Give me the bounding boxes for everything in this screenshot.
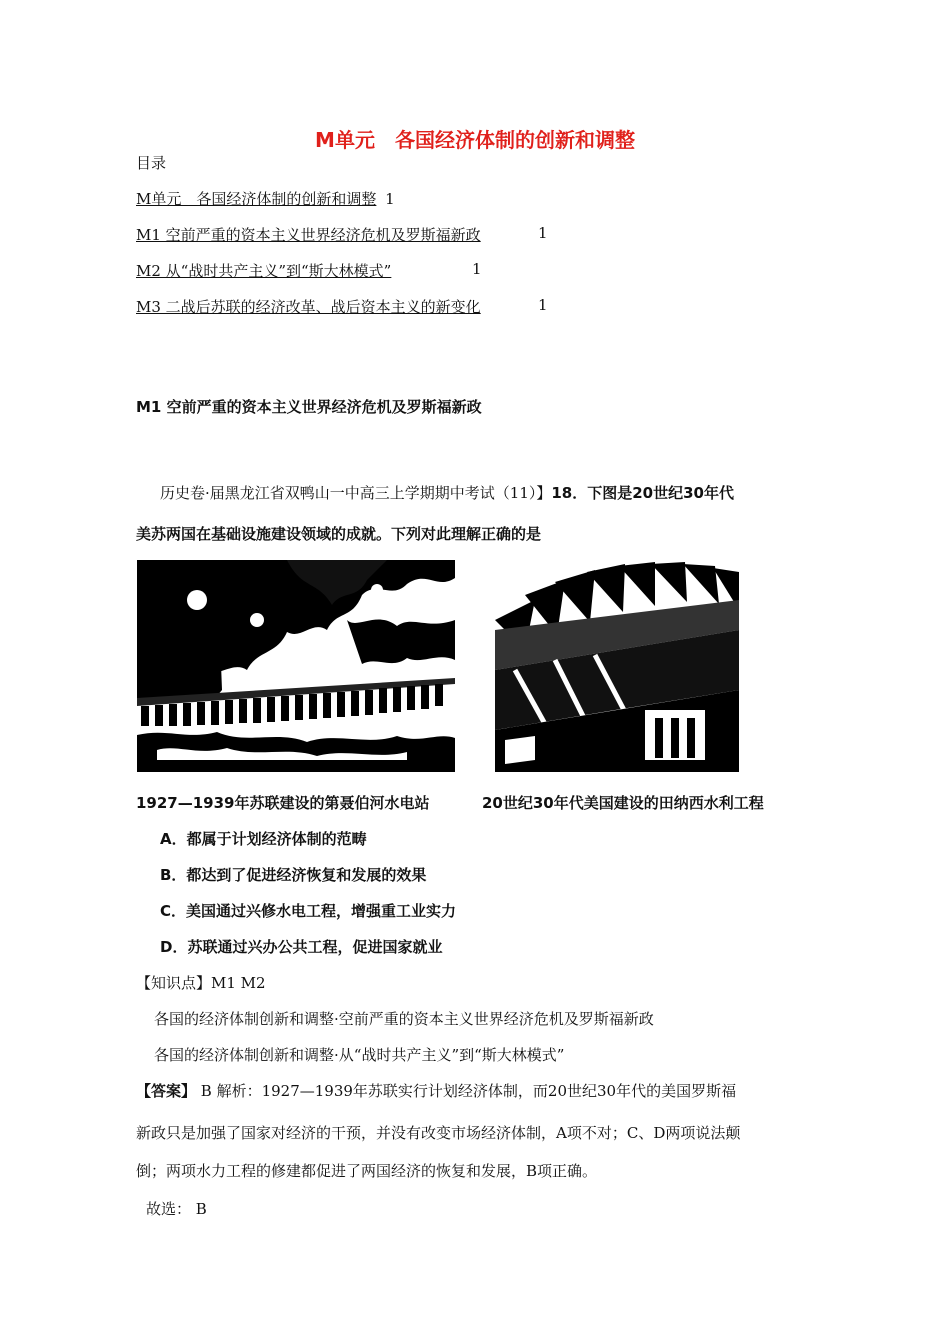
tva-dam-photo xyxy=(495,560,739,772)
toc-item-m1[interactable] xyxy=(136,224,556,245)
option-d: D．苏联通过兴办公共工程，促进国家就业 xyxy=(160,938,443,956)
question-stem-2: 美苏两国在基础设施建设领域的成就。下列对此理解正确的是 xyxy=(136,525,542,543)
answer-line-3: 倒；两项水力工程的修建都促进了两国经济的恢复和发展，B项正确。 xyxy=(136,1162,598,1180)
option-a: A．都属于计划经济体制的范畴 xyxy=(160,830,367,848)
question-source: 历史卷·届黑龙江省双鸭山一中高三上学期期中考试（11）】 xyxy=(160,484,552,502)
final-answer: 故选： B xyxy=(146,1200,207,1218)
toc-item-page: 1 xyxy=(472,260,482,278)
toc-item-label: M2 从“战时共产主义”到“斯大林模式” xyxy=(136,262,392,280)
toc-item-m3[interactable] xyxy=(136,296,556,317)
photo-caption-left: 1927—1939年苏联建设的第聂伯河水电站 xyxy=(136,794,430,812)
page-title: M单元 各国经济体制的创新和调整 xyxy=(315,128,635,152)
toc-heading: 目录 xyxy=(136,154,167,172)
knowledge-line-1: 各国的经济体制创新和调整·空前严重的资本主义世界经济危机及罗斯福新政 xyxy=(154,1010,654,1028)
photo-caption-right: 20世纪30年代美国建设的田纳西水利工程 xyxy=(482,794,764,812)
toc-item-label: M单元 各国经济体制的创新和调整 xyxy=(136,190,377,208)
toc-item-page: 1 xyxy=(385,190,395,208)
answer-line-2: 新政只是加强了国家对经济的干预，并没有改变市场经济体制，A项不对；C、D两项说法颠 xyxy=(136,1124,741,1142)
answer-text-1: B 解析：1927—1939年苏联实行计划经济体制，而20世纪30年代的美国罗斯福 xyxy=(196,1082,737,1100)
toc-item-label: M3 二战后苏联的经济改革、战后资本主义的新变化 xyxy=(136,298,481,316)
knowledge-label: 【知识点】M1 M2 xyxy=(136,974,266,992)
toc-item-m[interactable] xyxy=(136,188,395,209)
question-stem-1: 18．下图是20世纪30年代 xyxy=(551,484,734,502)
answer-label: 【答案】 xyxy=(136,1082,197,1100)
section-heading: M1 空前严重的资本主义世界经济危机及罗斯福新政 xyxy=(136,398,482,416)
toc-item-label: M1 空前严重的资本主义世界经济危机及罗斯福新政 xyxy=(136,226,481,244)
option-b: B．都达到了促进经济恢复和发展的效果 xyxy=(160,866,427,884)
toc-item-m2[interactable] xyxy=(136,260,486,281)
toc-item-page: 1 xyxy=(538,296,548,314)
answer-line-1 xyxy=(136,1080,736,1101)
knowledge-line-2: 各国的经济体制创新和调整·从“战时共产主义”到“斯大林模式” xyxy=(154,1046,565,1064)
dnieper-dam-photo xyxy=(137,560,455,772)
option-c: C．美国通过兴修水电工程，增强重工业实力 xyxy=(160,902,457,920)
question-line-1 xyxy=(160,482,734,503)
toc-item-page: 1 xyxy=(538,224,548,242)
